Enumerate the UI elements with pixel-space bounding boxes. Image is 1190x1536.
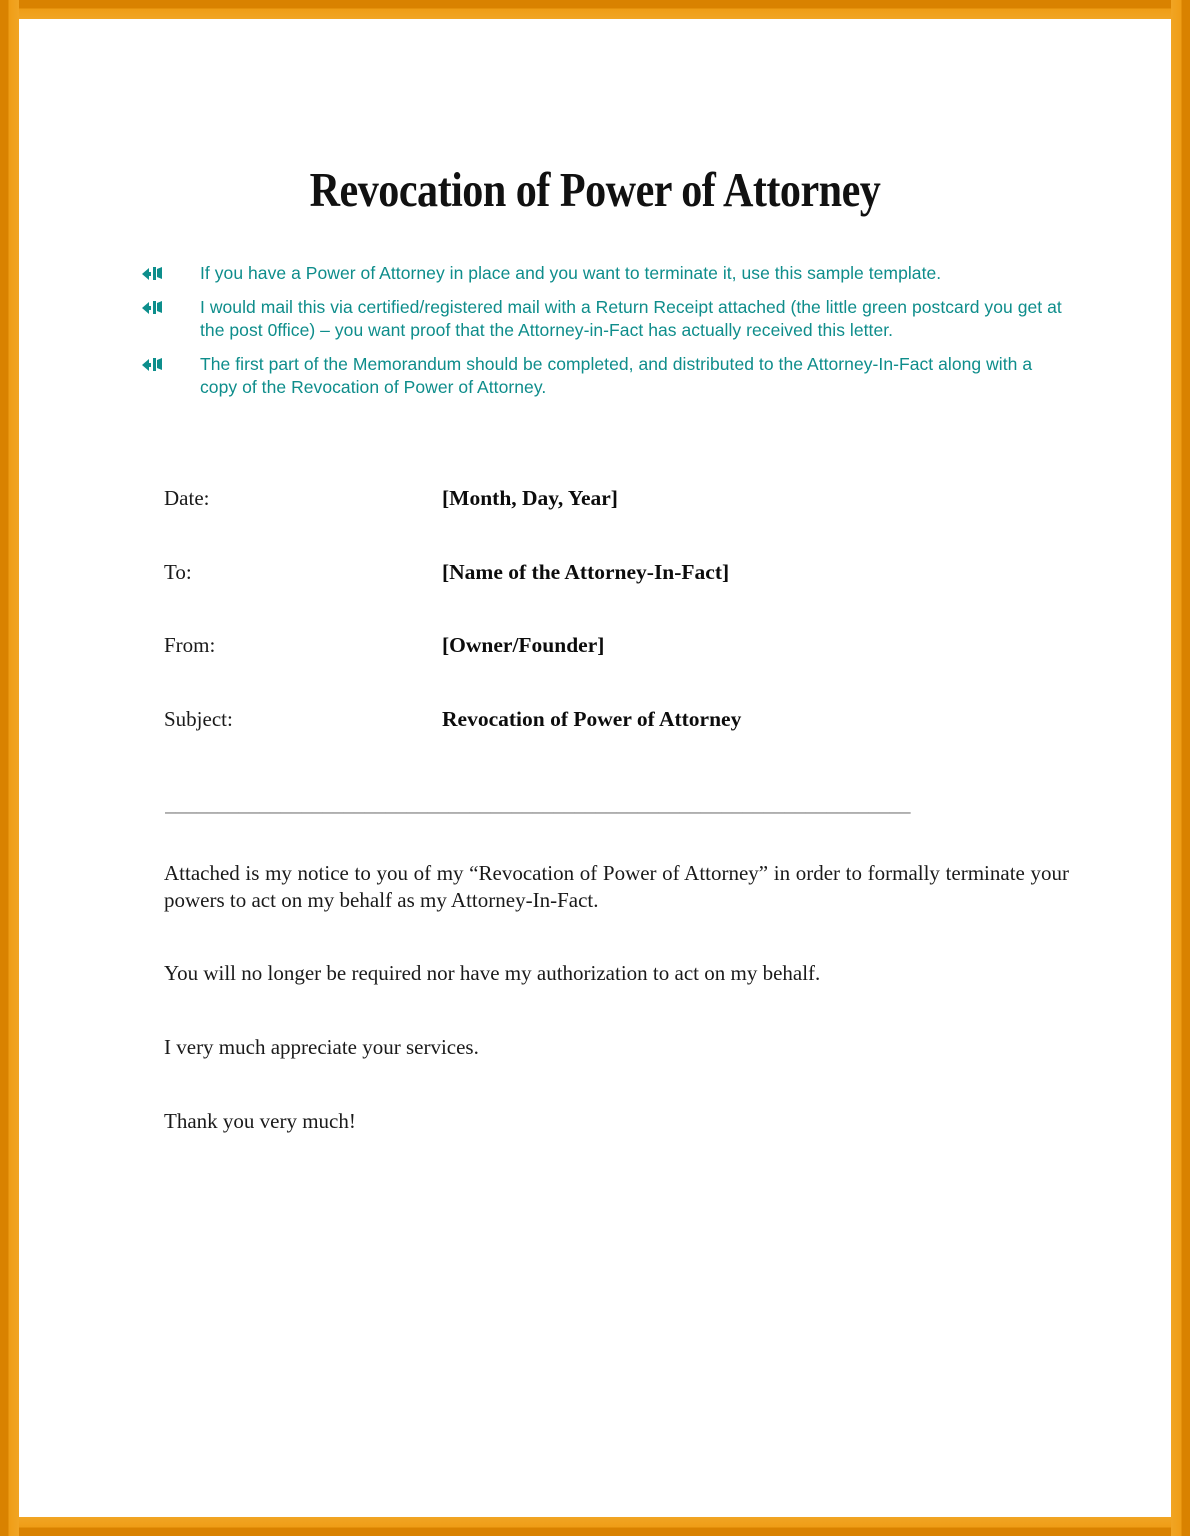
memo-value-from: [Owner/Founder] — [442, 633, 605, 657]
body-paragraph-3: I very much appreciate your services. — [164, 1035, 479, 1059]
horizontal-separator: _______________________________________________________________________ — [165, 793, 911, 816]
list-item-label: The first part of the Memorandum should be completed, and distributed to the Attorney-In-Fact along with a copy of the Revocation of Power of Attorney. — [200, 354, 1033, 397]
hand-pointing-icon — [142, 296, 200, 316]
hand-pointing-icon — [142, 353, 200, 373]
body-paragraph-2: You will no longer be required nor have my authorization to act on my behalf. — [164, 961, 821, 985]
memo-value-date: [Month, Day, Year] — [442, 486, 618, 510]
memo-label-date: Date: — [164, 486, 210, 510]
body-paragraph-4: Thank you very much! — [164, 1109, 356, 1133]
memo-label-from: From: — [164, 633, 216, 657]
page-border-top — [0, 0, 1190, 19]
memo-row-date — [164, 485, 1064, 559]
body-paragraph-1: Attached is my notice to you of my “Revocation of Power of Attorney” in order to formally terminate your powers to act on my behalf as my Attorney-In-Fact. — [164, 861, 1069, 912]
page-border-bottom — [0, 1517, 1190, 1536]
instruction-list — [142, 262, 1072, 410]
memo-header-block — [164, 485, 1064, 779]
memo-row-from — [164, 632, 1064, 706]
list-item-label: If you have a Power of Attorney in place and you want to terminate it, use this sample template. — [200, 263, 942, 283]
list-item — [142, 296, 1072, 342]
page-border-right — [1171, 0, 1190, 1536]
memo-value-to: [Name of the Attorney-In-Fact] — [442, 559, 730, 584]
memo-label-subject: Subject: — [164, 706, 233, 731]
list-item — [142, 262, 1072, 285]
memo-row-subject — [164, 706, 1064, 780]
memo-value-subject: Revocation of Power of Attorney — [442, 706, 742, 731]
document-sheet — [19, 19, 1171, 1517]
memo-row-to — [164, 559, 1064, 633]
memo-label-to: To: — [164, 559, 192, 584]
page-title: Revocation of Power of Attorney — [309, 162, 881, 217]
list-item-label: I would mail this via certified/registered mail with a Return Receipt attached (the little green postcard you get at the post 0ffice) – you want proof that the Attorney-in-Fact has actually received this letter. — [200, 297, 1062, 340]
hand-pointing-icon — [142, 262, 200, 282]
page-border-left — [0, 0, 19, 1536]
list-item — [142, 353, 1072, 399]
letter-body — [164, 860, 1069, 1135]
